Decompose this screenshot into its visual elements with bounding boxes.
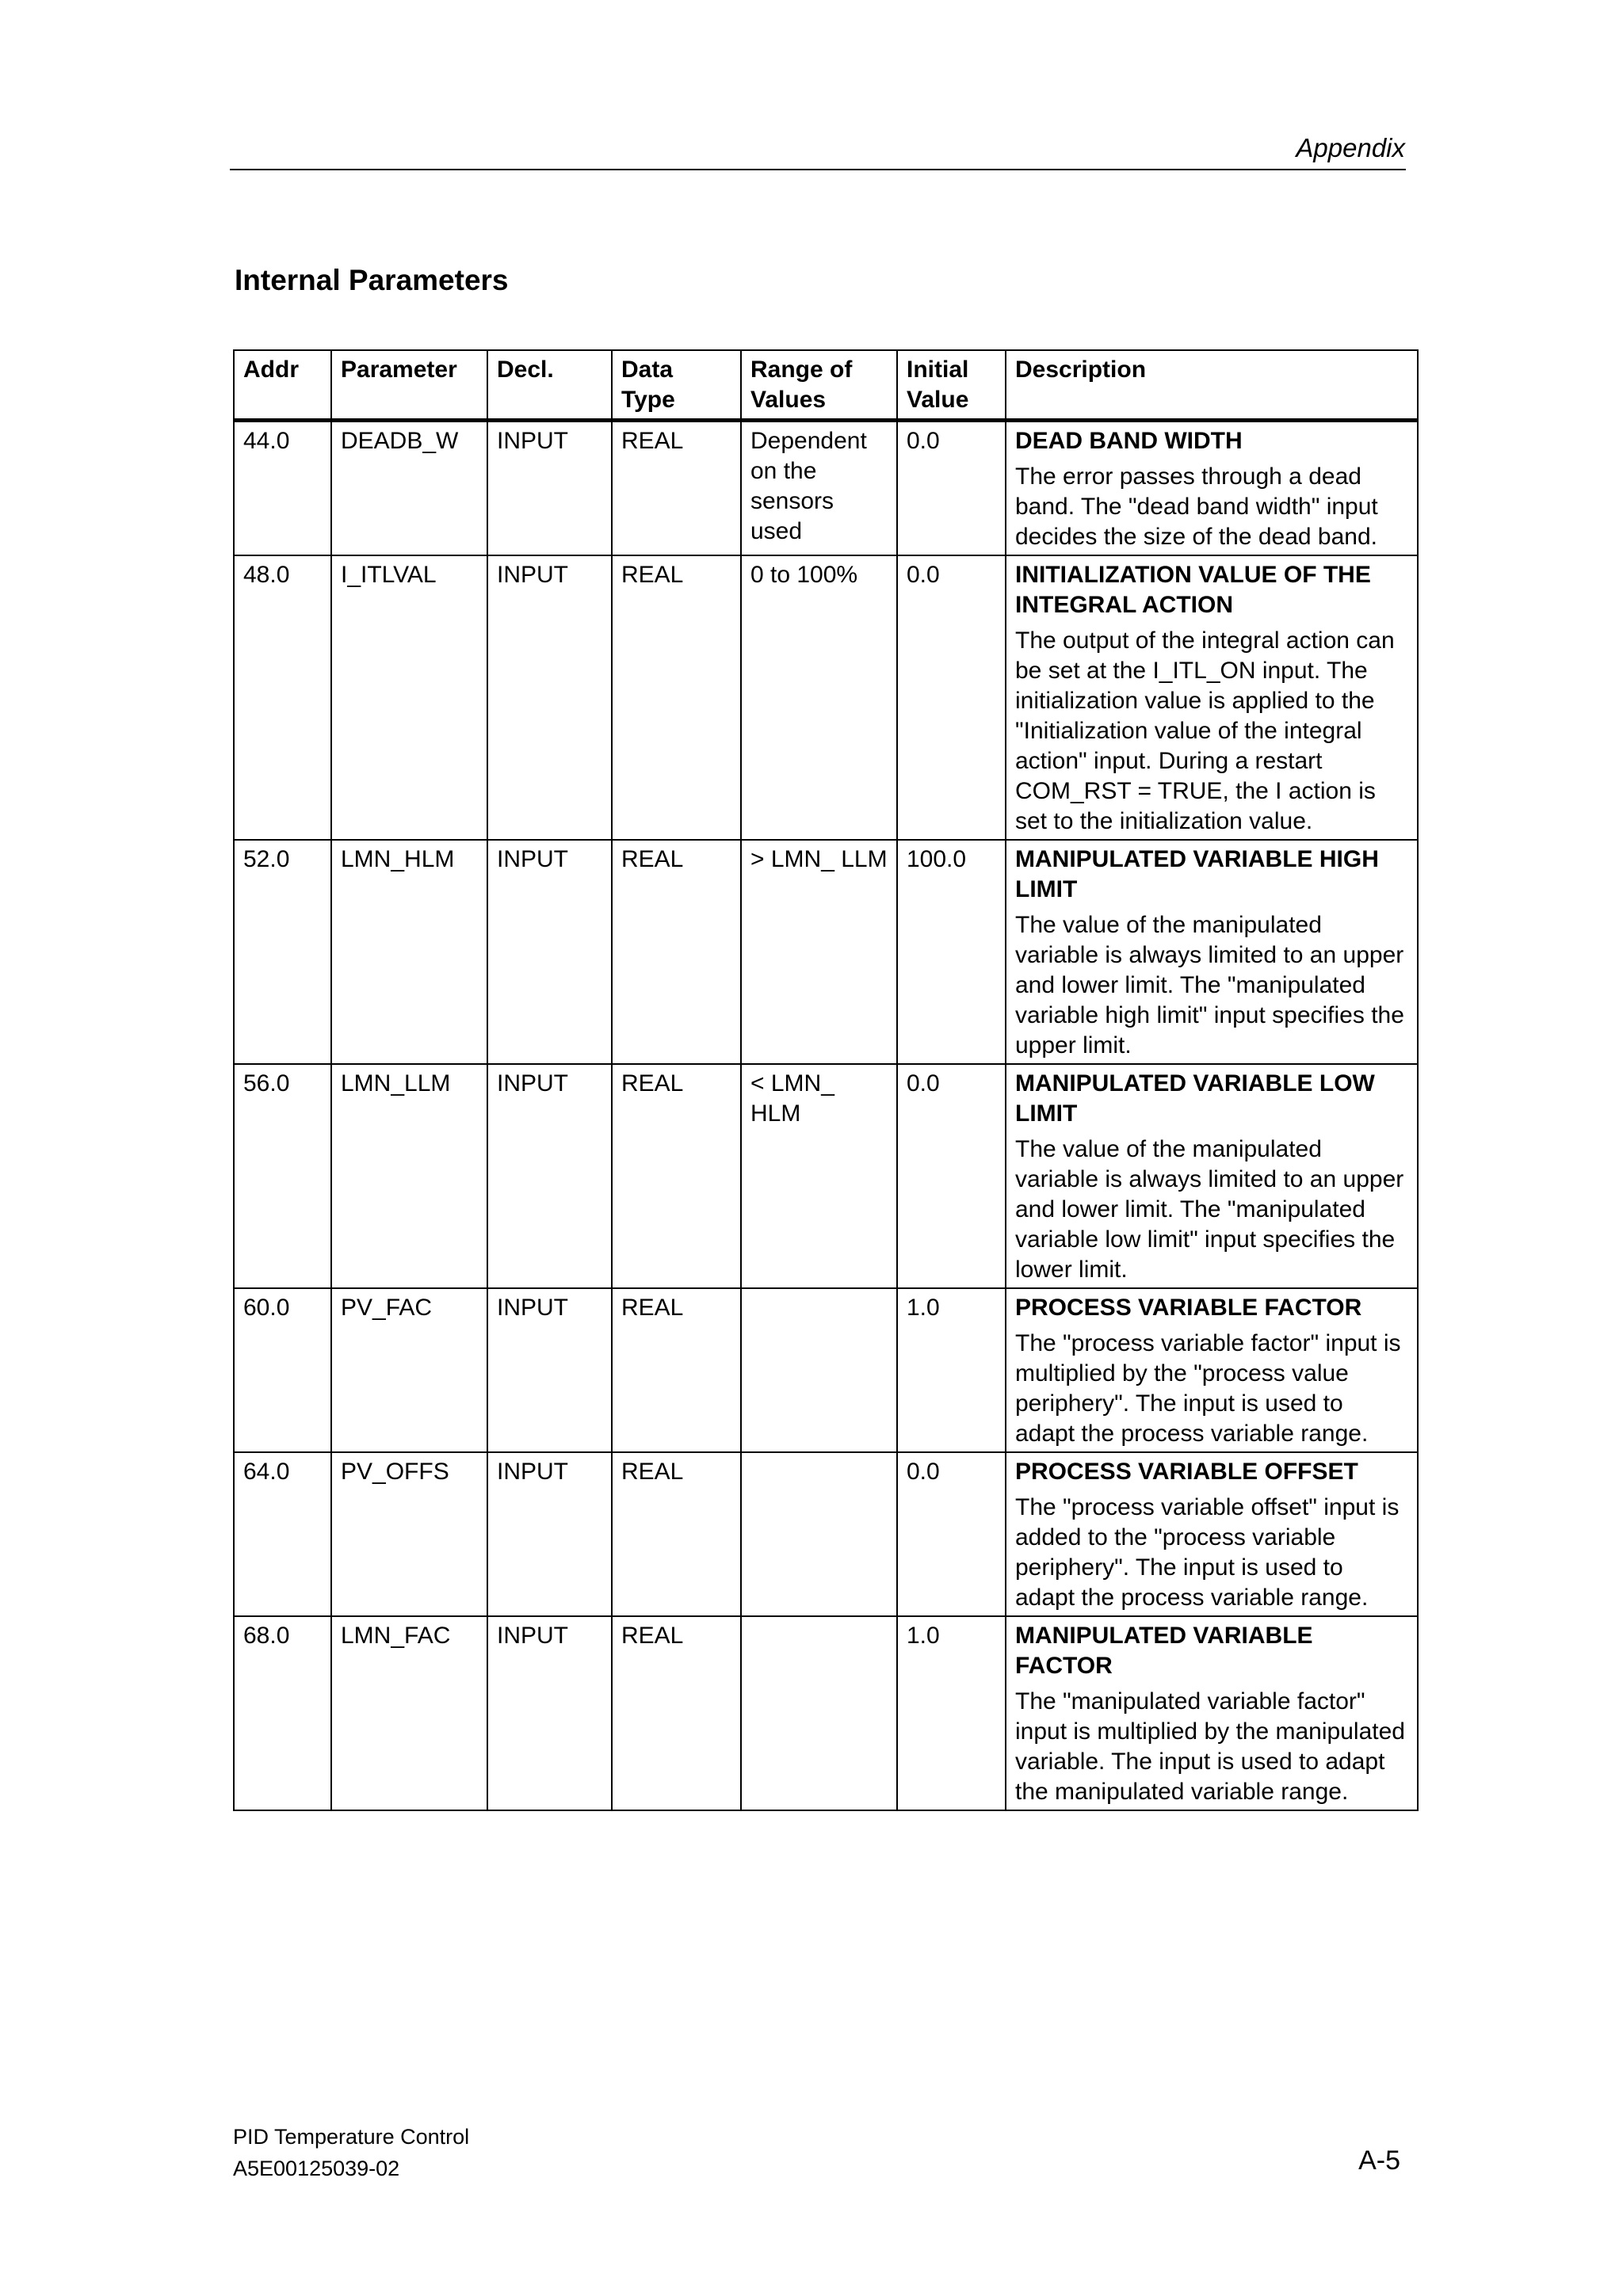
cell-type: REAL xyxy=(612,555,741,840)
cell-addr: 60.0 xyxy=(234,1288,331,1452)
cell-type: REAL xyxy=(612,421,741,556)
cell-range: > LMN_ LLM xyxy=(741,840,897,1064)
cell-type: REAL xyxy=(612,1064,741,1288)
cell-description xyxy=(1006,421,1418,556)
cell-type: REAL xyxy=(612,1452,741,1616)
cell-addr: 52.0 xyxy=(234,840,331,1064)
column-header-data-type: Data Type xyxy=(612,350,741,421)
cell-decl: INPUT xyxy=(487,840,612,1064)
cell-decl: INPUT xyxy=(487,555,612,840)
cell-type: REAL xyxy=(612,1616,741,1810)
description-title: INITIALIZATION VALUE OF THE INTEGRAL ACTION xyxy=(1015,562,1371,618)
description-text: The "manipulated variable factor" input is multiplied by the manipulated variable. The input is used to adapt the manipulated variable range. xyxy=(1015,1688,1405,1805)
cell-range: 0 to 100% xyxy=(741,555,897,840)
column-header-range: Range of Values xyxy=(741,350,897,421)
cell-initial: 0.0 xyxy=(897,1064,1006,1288)
description-title: MANIPULATED VARIABLE LOW LIMIT xyxy=(1015,1070,1375,1127)
description-text: The output of the integral action can be set at the I_ITL_ON input. The initialization value is applied to the "Initialization value of the integral action" input. During a restart COM_RST = TRUE, the I action is set to the initialization value. xyxy=(1015,627,1395,834)
cell-parameter: LMN_FAC xyxy=(331,1616,487,1810)
footer-doc-number: A5E00125039-02 xyxy=(233,2157,400,2180)
cell-decl: INPUT xyxy=(487,1452,612,1616)
description-text: The error passes through a dead band. The "dead band width" input decides the size of the dead band. xyxy=(1015,463,1378,550)
cell-parameter: LMN_LLM xyxy=(331,1064,487,1288)
table-row xyxy=(234,555,1418,840)
table-row xyxy=(234,840,1418,1064)
running-header: Appendix xyxy=(1296,133,1405,162)
cell-initial: 0.0 xyxy=(897,555,1006,840)
table-row xyxy=(234,1616,1418,1810)
description-title: DEAD BAND WIDTH xyxy=(1015,428,1243,454)
cell-type: REAL xyxy=(612,840,741,1064)
cell-decl: INPUT xyxy=(487,1288,612,1452)
cell-initial: 0.0 xyxy=(897,1452,1006,1616)
cell-parameter: LMN_HLM xyxy=(331,840,487,1064)
cell-addr: 56.0 xyxy=(234,1064,331,1288)
cell-addr: 48.0 xyxy=(234,555,331,840)
cell-range xyxy=(741,1452,897,1616)
cell-description xyxy=(1006,1064,1418,1288)
header-rule xyxy=(230,169,1406,170)
description-title: MANIPULATED VARIABLE FACTOR xyxy=(1015,1623,1313,1679)
cell-initial: 0.0 xyxy=(897,421,1006,556)
cell-range: Dependent on the sensors used xyxy=(741,421,897,556)
cell-type: REAL xyxy=(612,1288,741,1452)
description-title: PROCESS VARIABLE FACTOR xyxy=(1015,1295,1362,1321)
cell-description xyxy=(1006,1452,1418,1616)
cell-parameter: DEADB_W xyxy=(331,421,487,556)
cell-decl: INPUT xyxy=(487,421,612,556)
cell-description xyxy=(1006,1288,1418,1452)
cell-initial: 100.0 xyxy=(897,840,1006,1064)
section-title: Internal Parameters xyxy=(235,264,509,296)
parameters-table xyxy=(233,349,1419,1811)
column-header-decl: Decl. xyxy=(487,350,612,421)
column-header-description: Description xyxy=(1006,350,1418,421)
cell-description xyxy=(1006,555,1418,840)
footer-document-info xyxy=(233,2121,469,2184)
description-text: The value of the manipulated variable is always limited to an upper and lower limit. The "manipulated variable low limit" input specifies the lower limit. xyxy=(1015,1136,1404,1283)
footer-doc-title: PID Temperature Control xyxy=(233,2125,470,2149)
cell-description xyxy=(1006,1616,1418,1810)
table-header-row xyxy=(234,350,1418,421)
cell-initial: 1.0 xyxy=(897,1288,1006,1452)
table-row xyxy=(234,1064,1418,1288)
cell-parameter: PV_OFFS xyxy=(331,1452,487,1616)
cell-parameter: I_ITLVAL xyxy=(331,555,487,840)
cell-range: < LMN_ HLM xyxy=(741,1064,897,1288)
cell-decl: INPUT xyxy=(487,1616,612,1810)
description-text: The "process variable offset" input is added to the "process variable periphery". The input is used to adapt the process variable range. xyxy=(1015,1494,1400,1611)
cell-addr: 44.0 xyxy=(234,421,331,556)
table-row xyxy=(234,421,1418,556)
cell-description xyxy=(1006,840,1418,1064)
description-title: PROCESS VARIABLE OFFSET xyxy=(1015,1459,1358,1485)
table-row xyxy=(234,1452,1418,1616)
cell-addr: 64.0 xyxy=(234,1452,331,1616)
description-title: MANIPULATED VARIABLE HIGH LIMIT xyxy=(1015,846,1379,902)
column-header-parameter: Parameter xyxy=(331,350,487,421)
cell-parameter: PV_FAC xyxy=(331,1288,487,1452)
cell-range xyxy=(741,1616,897,1810)
description-text: The "process variable factor" input is multiplied by the "process value periphery". The input is used to adapt the process variable range. xyxy=(1015,1330,1401,1447)
table-row xyxy=(234,1288,1418,1452)
page-number: A-5 xyxy=(1358,2145,1400,2176)
cell-addr: 68.0 xyxy=(234,1616,331,1810)
cell-initial: 1.0 xyxy=(897,1616,1006,1810)
description-text: The value of the manipulated variable is always limited to an upper and lower limit. The "manipulated variable high limit" input specifies the upper limit. xyxy=(1015,912,1404,1058)
cell-decl: INPUT xyxy=(487,1064,612,1288)
cell-range xyxy=(741,1288,897,1452)
column-header-initial: Initial Value xyxy=(897,350,1006,421)
column-header-addr: Addr xyxy=(234,350,331,421)
